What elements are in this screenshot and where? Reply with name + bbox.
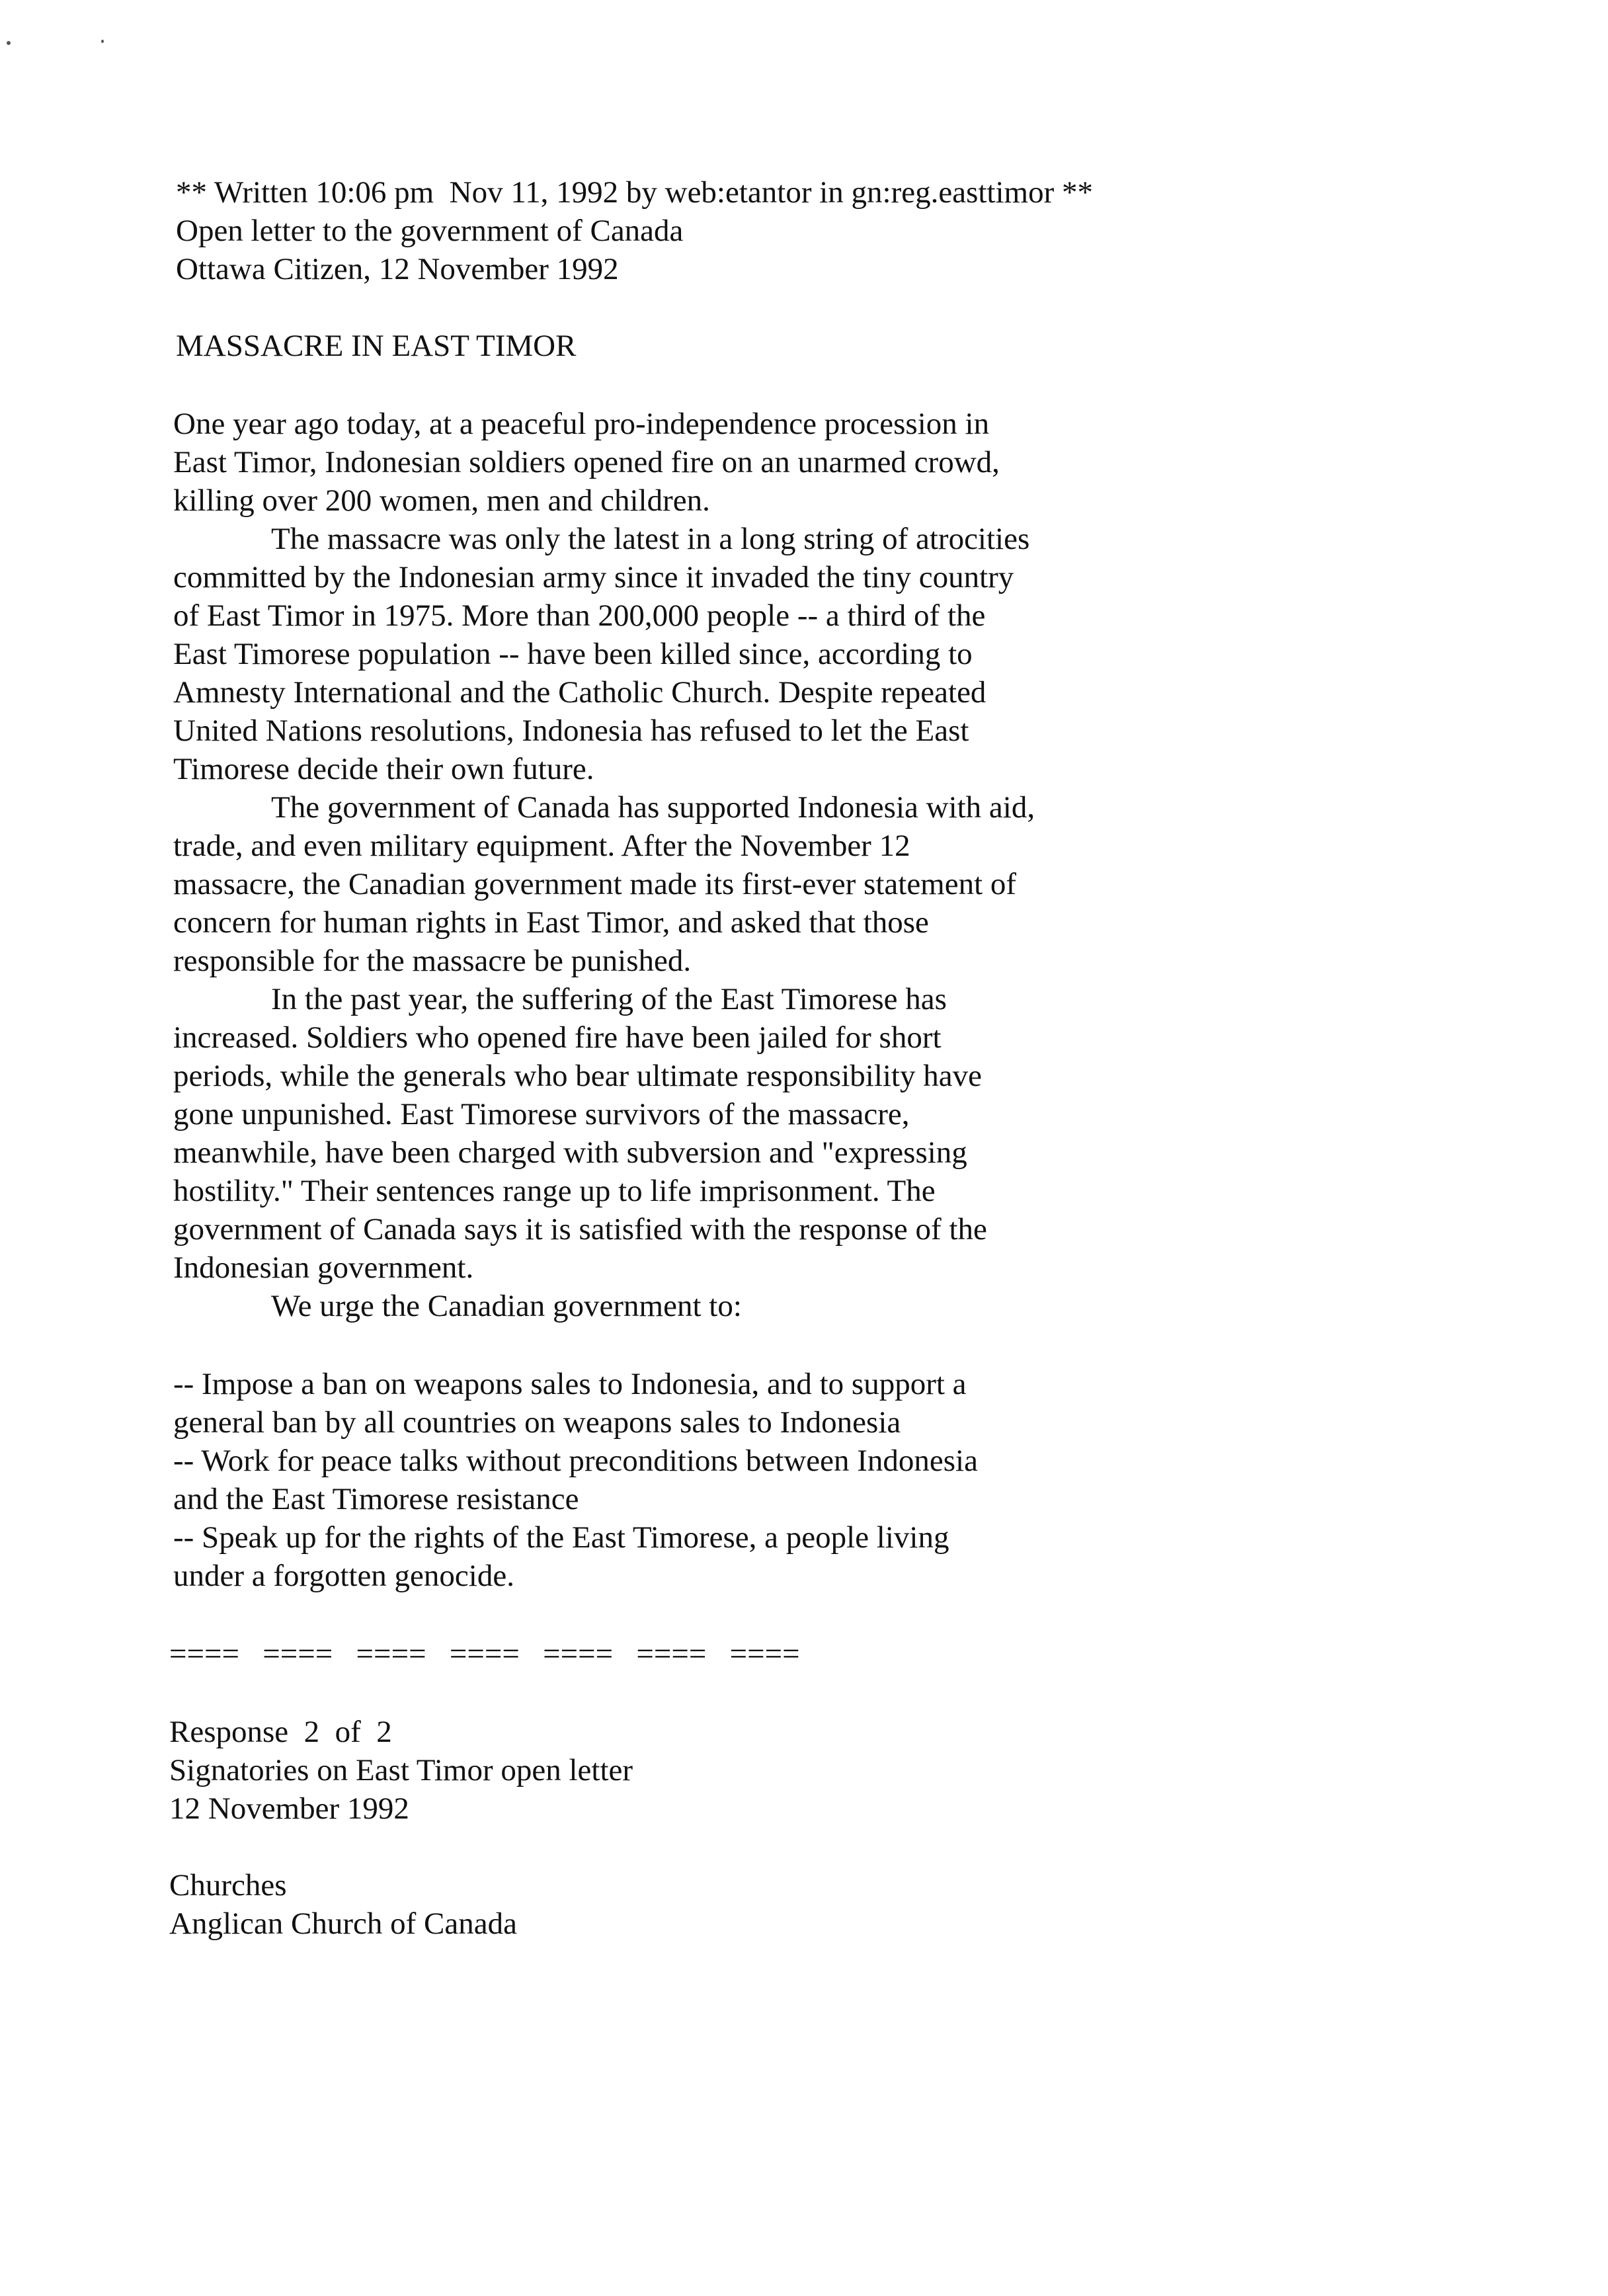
body-line: government of Canada says it is satisfied with the response of the (173, 1212, 987, 1247)
demand-line: -- Work for peace talks without preconditions between Indonesia (173, 1444, 978, 1478)
body-line: massacre, the Canadian government made its first-ever statement of (173, 867, 1017, 901)
body-line: East Timor, Indonesian soldiers opened fire on an unarmed crowd, (173, 445, 1000, 479)
body-line: responsible for the massacre be punished. (173, 944, 692, 978)
body-line: committed by the Indonesian army since it invaded the tiny country (173, 560, 1014, 594)
body-line: East Timorese population -- have been killed since, according to (173, 637, 973, 671)
header-source: Ottawa Citizen, 12 November 1992 (176, 252, 619, 286)
body-line: The massacre was only the latest in a long string of atrocities (271, 522, 1030, 556)
body-line: gone unpunished. East Timorese survivors of the massacre, (173, 1097, 910, 1131)
body-line: Timorese decide their own future. (173, 752, 594, 786)
body-line: One year ago today, at a peaceful pro-independence procession in (173, 407, 990, 441)
article-title: MASSACRE IN EAST TIMOR (176, 329, 577, 363)
response-date: 12 November 1992 (169, 1791, 409, 1826)
body-line: meanwhile, have been charged with subversion and "expressing (173, 1135, 967, 1170)
body-line: In the past year, the suffering of the East Timorese has (271, 982, 947, 1016)
body-line: hostility." Their sentences range up to life imprisonment. The (173, 1174, 936, 1208)
response-count: Response 2 of 2 (169, 1715, 392, 1749)
header-written-line: ** Written 10:06 pm Nov 11, 1992 by web:etantor in gn:reg.easttimor ** (176, 175, 1094, 210)
scan-speck (101, 40, 104, 43)
demand-line: -- Speak up for the rights of the East Timorese, a people living (173, 1520, 949, 1555)
scan-speck (7, 41, 11, 45)
body-line: trade, and even military equipment. After the November 12 (173, 829, 910, 863)
body-line: We urge the Canadian government to: (271, 1289, 742, 1323)
body-line: Amnesty International and the Catholic Church. Despite repeated (173, 675, 986, 710)
body-line: of East Timor in 1975. More than 200,000 people -- a third of the (173, 598, 986, 633)
body-line: concern for human rights in East Timor, and asked that those (173, 905, 929, 940)
response-title: Signatories on East Timor open letter (169, 1753, 633, 1787)
body-line: United Nations resolutions, Indonesia has refused to let the East (173, 714, 969, 748)
demand-line: -- Impose a ban on weapons sales to Indonesia, and to support a (173, 1367, 967, 1401)
body-line: The government of Canada has supported Indonesia with aid, (271, 790, 1035, 825)
signatory-category: Churches (169, 1868, 287, 1903)
demand-line: under a forgotten genocide. (173, 1559, 514, 1593)
body-line: killing over 200 women, men and children. (173, 483, 710, 518)
signatory-entry: Anglican Church of Canada (169, 1906, 517, 1941)
body-line: increased. Soldiers who opened fire have been jailed for short (173, 1020, 942, 1055)
demand-line: and the East Timorese resistance (173, 1482, 579, 1516)
header-letter-title: Open letter to the government of Canada (176, 214, 684, 248)
separator-line: ==== ==== ==== ==== ==== ==== ==== (169, 1637, 800, 1671)
body-line: Indonesian government. (173, 1250, 474, 1285)
body-line: periods, while the generals who bear ultimate responsibility have (173, 1059, 982, 1093)
demand-line: general ban by all countries on weapons sales to Indonesia (173, 1405, 901, 1440)
